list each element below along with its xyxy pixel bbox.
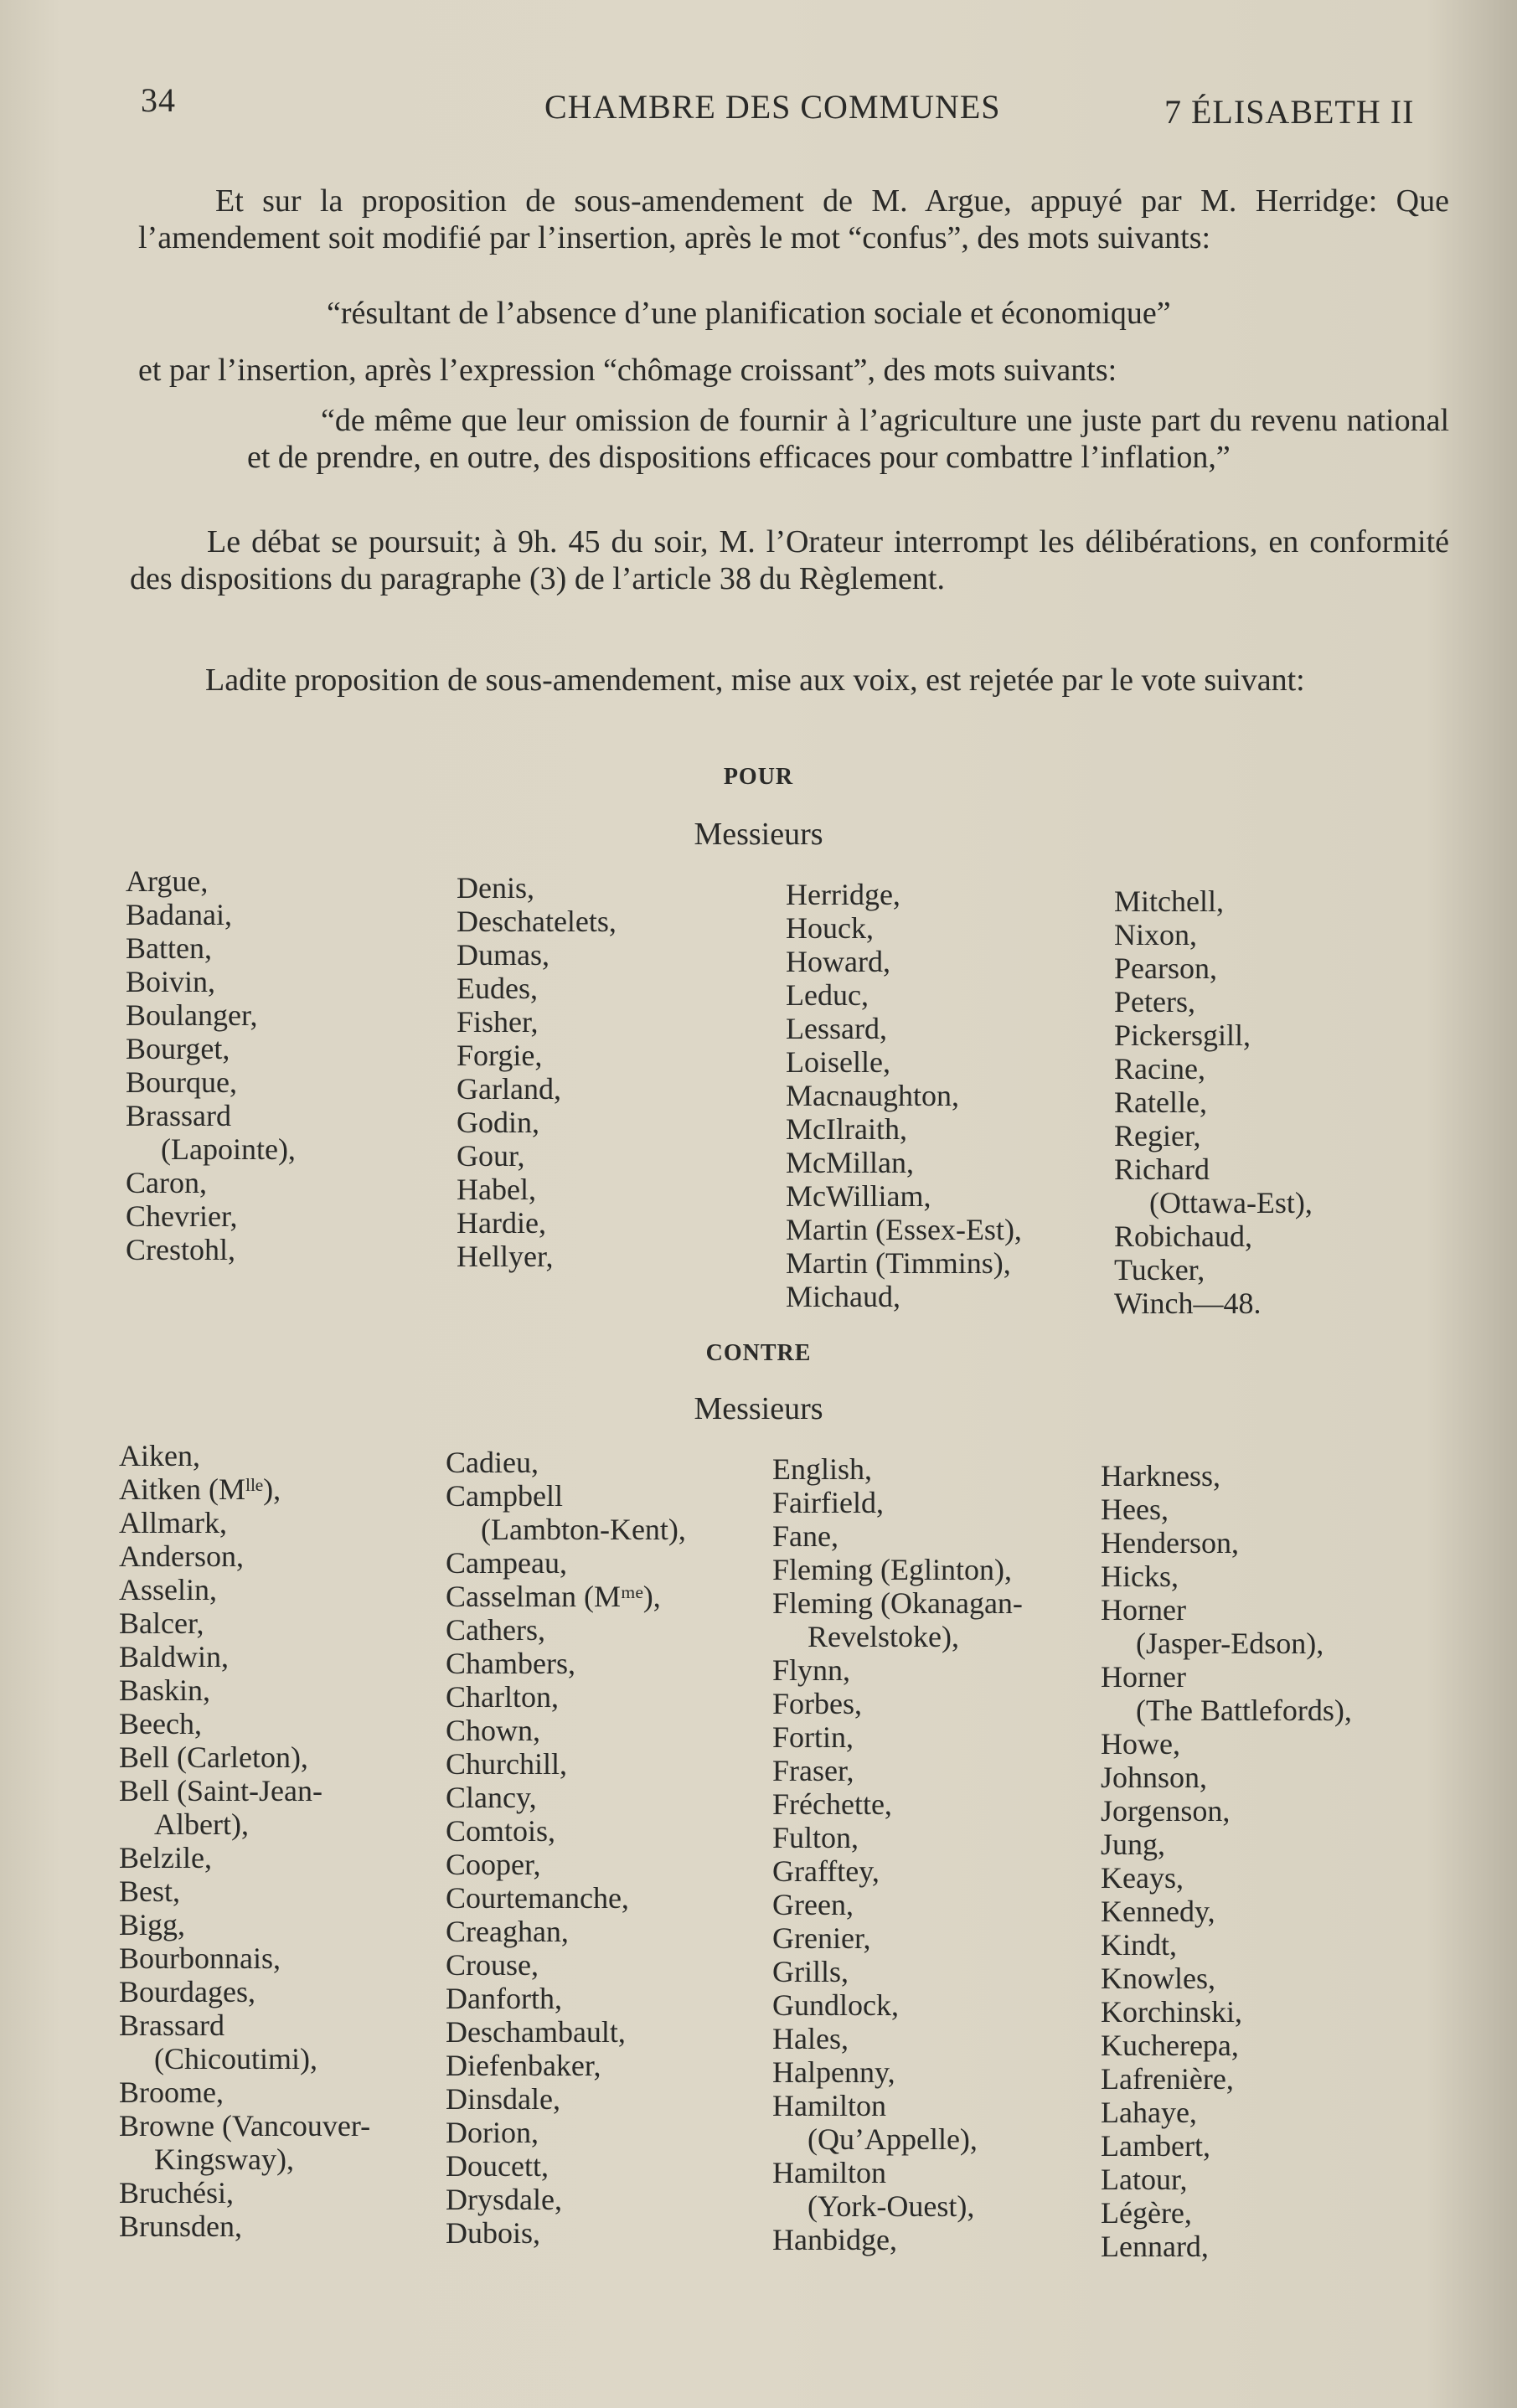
member-name: Horner bbox=[1101, 1593, 1186, 1627]
member-name: Hales, bbox=[772, 2022, 849, 2055]
member-name: Courtemanche, bbox=[446, 1881, 629, 1915]
member-name: Flynn, bbox=[772, 1653, 851, 1687]
member-name: Regier, bbox=[1114, 1119, 1201, 1152]
paragraph-vote: Ladite proposition de sous-amendement, mise aux voix, est rejetée par le vote suivant: bbox=[205, 663, 1305, 698]
header-title: CHAMBRE DES COMMUNES bbox=[544, 88, 1001, 126]
member-name: Beech, bbox=[119, 1707, 202, 1740]
member-name: Kindt, bbox=[1101, 1928, 1178, 1962]
member-name: Fairfield, bbox=[772, 1486, 884, 1519]
member-name: Herridge, bbox=[786, 878, 900, 911]
member-name: Racine, bbox=[1114, 1052, 1205, 1085]
pour-column-2 bbox=[457, 871, 617, 1273]
member-name: Nixon, bbox=[1114, 918, 1197, 951]
contre-subheading: Messieurs bbox=[694, 1391, 823, 1426]
member-name: Leduc, bbox=[786, 978, 869, 1012]
member-name: Albert), bbox=[154, 1807, 249, 1841]
member-name: Belzile, bbox=[119, 1841, 212, 1874]
member-name: (Jasper-Edson), bbox=[1136, 1627, 1324, 1660]
member-name: Lafrenière, bbox=[1101, 2062, 1234, 2096]
quote-first-insertion: “résultant de l’absence d’une planification sociale et économique” bbox=[327, 296, 1171, 331]
member-name: (Chicoutimi), bbox=[154, 2042, 317, 2075]
member-name: Korchinski, bbox=[1101, 1995, 1242, 2029]
member-name: Forgie, bbox=[457, 1039, 543, 1072]
member-name: Lahaye, bbox=[1101, 2096, 1197, 2129]
member-name: Keays, bbox=[1101, 1861, 1184, 1895]
contre-column-1 bbox=[119, 1439, 370, 2243]
contre-column-4 bbox=[1101, 1459, 1352, 2263]
member-name: Cooper, bbox=[446, 1848, 541, 1881]
member-name: Aitken (Mˡˡᵉ), bbox=[119, 1472, 281, 1506]
member-name: Gour, bbox=[457, 1139, 525, 1173]
member-name: Kingsway), bbox=[154, 2142, 294, 2176]
member-name: Kucherepa, bbox=[1101, 2029, 1239, 2062]
member-name: Bourbonnais, bbox=[119, 1941, 281, 1975]
member-name: Fisher, bbox=[457, 1005, 539, 1039]
member-name: Best, bbox=[119, 1874, 181, 1908]
member-name: (The Battlefords), bbox=[1136, 1694, 1352, 1727]
member-name: Hees, bbox=[1101, 1493, 1169, 1526]
member-name: Bell (Carleton), bbox=[119, 1740, 308, 1774]
pour-subheading: Messieurs bbox=[694, 817, 823, 852]
member-name: Hanbidge, bbox=[772, 2223, 897, 2256]
member-name: Johnson, bbox=[1101, 1761, 1208, 1794]
member-name: McWilliam, bbox=[786, 1179, 931, 1213]
member-name: Gundlock, bbox=[772, 1988, 899, 2022]
member-name: Fréchette, bbox=[772, 1787, 892, 1821]
member-name: Cathers, bbox=[446, 1613, 545, 1647]
member-name: Batten, bbox=[126, 931, 212, 965]
member-name: Hellyer, bbox=[457, 1240, 554, 1273]
member-name: Dumas, bbox=[457, 938, 550, 972]
member-name: McIlraith, bbox=[786, 1112, 907, 1146]
member-name: Dorion, bbox=[446, 2116, 539, 2149]
member-name: Drysdale, bbox=[446, 2183, 562, 2216]
member-name: Horner bbox=[1101, 1660, 1186, 1694]
member-name: Loiselle, bbox=[786, 1045, 890, 1079]
member-name: Denis, bbox=[457, 871, 534, 905]
quote-second-insertion: “de même que leur omission de fournir à l’agriculture une juste part du revenu national et de prendre, en outre, des dispositions efficaces pour combattre l’inflation,” bbox=[247, 403, 1449, 475]
member-name: Creaghan, bbox=[446, 1915, 569, 1948]
member-name: Martin (Timmins), bbox=[786, 1246, 1011, 1280]
member-name: Dinsdale, bbox=[446, 2082, 560, 2116]
contre-heading: CONTRE bbox=[705, 1340, 812, 1366]
member-name: Bigg, bbox=[119, 1908, 186, 1941]
member-name: Campeau, bbox=[446, 1546, 567, 1580]
member-name: Revelstoke), bbox=[808, 1620, 959, 1653]
member-name: Campbell bbox=[446, 1479, 563, 1513]
header-regnal-year: 7 ÉLISABETH II bbox=[1164, 93, 1415, 131]
member-name: Bell (Saint-Jean- bbox=[119, 1774, 322, 1807]
member-name: Boivin, bbox=[126, 965, 216, 998]
member-name: Peters, bbox=[1114, 985, 1195, 1018]
member-name: Harkness, bbox=[1101, 1459, 1220, 1493]
member-name: Broome, bbox=[119, 2075, 224, 2109]
member-name: Boulanger, bbox=[126, 998, 258, 1032]
member-name: Ratelle, bbox=[1114, 1085, 1207, 1119]
member-name: Lennard, bbox=[1101, 2230, 1209, 2263]
member-name: Hardie, bbox=[457, 1206, 546, 1240]
member-name: Michaud, bbox=[786, 1280, 900, 1313]
member-name: Fleming (Eglinton), bbox=[772, 1553, 1012, 1586]
member-name: Tucker, bbox=[1114, 1253, 1205, 1287]
member-name: Fleming (Okanagan- bbox=[772, 1586, 1023, 1620]
member-name: Asselin, bbox=[119, 1573, 217, 1606]
pour-column-4 bbox=[1114, 884, 1313, 1320]
contre-column-3 bbox=[772, 1452, 1023, 2256]
member-name: Chevrier, bbox=[126, 1199, 238, 1233]
member-name: Chambers, bbox=[446, 1647, 575, 1680]
member-name: Knowles, bbox=[1101, 1962, 1215, 1995]
member-name: (Lambton-Kent), bbox=[481, 1513, 686, 1546]
member-name: Howe, bbox=[1101, 1727, 1180, 1761]
member-name: Grafftey, bbox=[772, 1854, 880, 1888]
member-name: Garland, bbox=[457, 1072, 561, 1106]
member-name: Latour, bbox=[1101, 2163, 1188, 2196]
member-name: Aiken, bbox=[119, 1439, 200, 1472]
member-name: (Lapointe), bbox=[161, 1132, 296, 1166]
member-name: Hamilton bbox=[772, 2089, 886, 2122]
member-name: Cadieu, bbox=[446, 1446, 539, 1479]
member-name: Kennedy, bbox=[1101, 1895, 1215, 1928]
member-name: Richard bbox=[1114, 1152, 1210, 1186]
member-name: Comtois, bbox=[446, 1814, 556, 1848]
member-name: Badanai, bbox=[126, 898, 232, 931]
member-name: Chown, bbox=[446, 1714, 541, 1747]
member-name: Howard, bbox=[786, 945, 890, 978]
member-name: Légère, bbox=[1101, 2196, 1192, 2230]
member-name: Godin, bbox=[457, 1106, 539, 1139]
member-name: Crestohl, bbox=[126, 1233, 235, 1266]
member-name: English, bbox=[772, 1452, 873, 1486]
member-name: Jorgenson, bbox=[1101, 1794, 1231, 1828]
member-name: Caron, bbox=[126, 1166, 207, 1199]
member-name: Eudes, bbox=[457, 972, 538, 1005]
member-name: (York-Ouest), bbox=[808, 2189, 975, 2223]
member-name: Allmark, bbox=[119, 1506, 227, 1539]
contre-column-2 bbox=[446, 1446, 686, 2250]
member-name: Pickersgill, bbox=[1114, 1018, 1251, 1052]
member-name: Baldwin, bbox=[119, 1640, 229, 1673]
member-name: Hicks, bbox=[1101, 1560, 1179, 1593]
member-name: Habel, bbox=[457, 1173, 536, 1206]
member-name: Bourque, bbox=[126, 1065, 237, 1099]
member-name: Crouse, bbox=[446, 1948, 539, 1982]
running-header bbox=[0, 80, 1517, 131]
pour-column-1 bbox=[126, 864, 296, 1266]
member-name: Houck, bbox=[786, 911, 874, 945]
member-name: Clancy, bbox=[446, 1781, 537, 1814]
member-name: Churchill, bbox=[446, 1747, 567, 1781]
member-name: Jung, bbox=[1101, 1828, 1166, 1861]
member-name: Anderson, bbox=[119, 1539, 244, 1573]
member-name: Baskin, bbox=[119, 1673, 211, 1707]
member-name: Grenier, bbox=[772, 1921, 871, 1955]
member-name: Doucett, bbox=[446, 2149, 549, 2183]
member-name: Mitchell, bbox=[1114, 884, 1224, 918]
pour-heading: POUR bbox=[723, 764, 794, 790]
member-name: Lambert, bbox=[1101, 2129, 1210, 2163]
member-name: Fulton, bbox=[772, 1821, 859, 1854]
member-name: (Ottawa-Est), bbox=[1149, 1186, 1313, 1219]
member-name: (Qu’Appelle), bbox=[808, 2122, 978, 2156]
member-name: Fraser, bbox=[772, 1754, 854, 1787]
member-name: Macnaughton, bbox=[786, 1079, 959, 1112]
member-name: Halpenny, bbox=[772, 2055, 895, 2089]
member-name: Martin (Essex-Est), bbox=[786, 1213, 1022, 1246]
member-name: Fortin, bbox=[772, 1720, 854, 1754]
member-name: Brassard bbox=[126, 1099, 231, 1132]
member-name: Bourget, bbox=[126, 1032, 230, 1065]
member-name: Brassard bbox=[119, 2008, 224, 2042]
paragraph-second-insertion: et par l’insertion, après l’expression “chômage croissant”, des mots suivants: bbox=[138, 353, 1117, 388]
member-name: Balcer, bbox=[119, 1606, 204, 1640]
member-name: Pearson, bbox=[1114, 951, 1217, 985]
member-name: Deschatelets, bbox=[457, 905, 617, 938]
member-name: Bruchési, bbox=[119, 2176, 234, 2209]
member-name: Browne (Vancouver- bbox=[119, 2109, 371, 2142]
member-name: Hamilton bbox=[772, 2156, 886, 2189]
member-name: Lessard, bbox=[786, 1012, 887, 1045]
member-name: Dubois, bbox=[446, 2216, 541, 2250]
member-name: Casselman (Mᵐᵉ), bbox=[446, 1580, 661, 1613]
member-name: Forbes, bbox=[772, 1687, 862, 1720]
member-name: Brunsden, bbox=[119, 2209, 242, 2243]
member-name: Argue, bbox=[126, 864, 209, 898]
member-name: Henderson, bbox=[1101, 1526, 1239, 1560]
pour-column-3 bbox=[786, 878, 1022, 1313]
member-name: Robichaud, bbox=[1114, 1219, 1252, 1253]
member-name: Fane, bbox=[772, 1519, 838, 1553]
member-name: Green, bbox=[772, 1888, 854, 1921]
member-name: Danforth, bbox=[446, 1982, 562, 2015]
paragraph-debate: Le débat se poursuit; à 9h. 45 du soir, M. l’Orateur interrompt les délibérations, en conformité des dispositions du paragraphe (3) de l’article 38 du Règlement. bbox=[130, 524, 1449, 596]
member-name: Diefenbaker, bbox=[446, 2049, 601, 2082]
member-name: Grills, bbox=[772, 1955, 849, 1988]
member-name: Bourdages, bbox=[119, 1975, 255, 2008]
member-name: McMillan, bbox=[786, 1146, 914, 1179]
member-name: Deschambault, bbox=[446, 2015, 626, 2049]
page-number: 34 bbox=[141, 81, 176, 119]
paragraph-motion: Et sur la proposition de sous-amendement de M. Argue, appuyé par M. Herridge: Que l’amendement soit modifié par l’insertion, après le mot “confus”, des mots suivants: bbox=[138, 183, 1449, 255]
member-name: Winch—48. bbox=[1114, 1287, 1262, 1320]
member-name: Charlton, bbox=[446, 1680, 559, 1714]
